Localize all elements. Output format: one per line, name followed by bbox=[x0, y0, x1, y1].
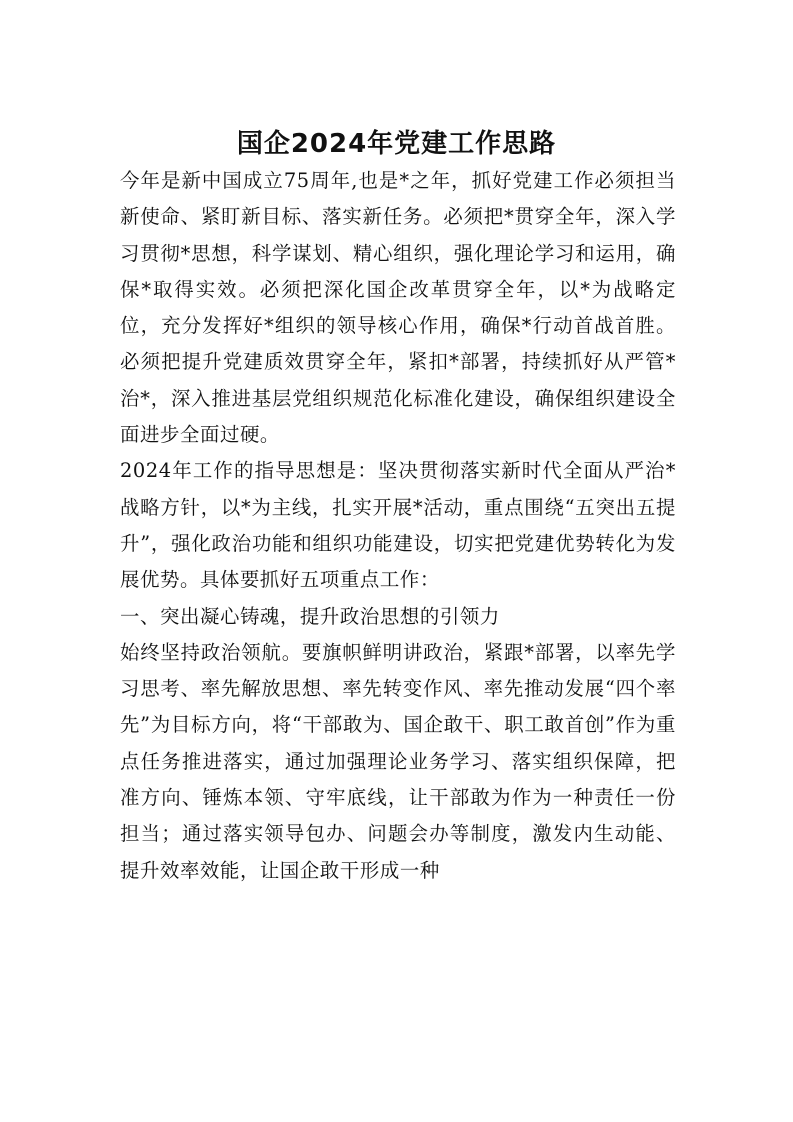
document-body bbox=[120, 163, 676, 889]
section-heading-1: 一、突出凝心铸魂，提升政治思想的引领力 bbox=[120, 604, 500, 628]
document-title: 国企2024年党建工作思路 bbox=[236, 129, 557, 159]
paragraph-guiding-thought: 2024年工作的指导思想是：坚决贯彻落实新时代全面从严治*战略方针，以*为主线，扎实开展*活动，重点围绕“五突出五提升”，强化政治功能和组织功能建设，切实把党建优势转化为发展优势。具体要抓好五项重点工作： bbox=[120, 459, 676, 592]
paragraph-intro: 今年是新中国成立75周年,也是*之年，抓好党建工作必须担当新使命、紧盯新目标、落实新任务。必须把*贯穿全年，深入学习贯彻*思想，科学谋划、精心组织，强化理论学习和运用，确保*取得实效。必须把深化国企改革贯穿全年，以*为战略定位，充分发挥好*组织的领导核心作用，确保*行动首战首胜。必须把提升党建质效贯穿全年，紧扣*部署，持续抓好从严管*治*，深入推进基层党组织规范化标准化建设，确保组织建设全面进步全面过硬。 bbox=[120, 169, 676, 447]
paragraph-political-leadership: 始终坚持政治领航。要旗帜鲜明讲政治，紧跟*部署，以率先学习思考、率先解放思想、率先转变作风、率先推动发展“四个率先”为目标方向，将“干部敢为、国企敢干、职工敢首创”作为重点任务推进落实，通过加强理论业务学习、落实组织保障，把准方向、锤炼本领、守牢底线，让干部敢为作为一种责任一份担当；通过落实领导包办、问题会办等制度，激发内生动能、提升效率效能，让国企敢干形成一种 bbox=[120, 640, 676, 882]
